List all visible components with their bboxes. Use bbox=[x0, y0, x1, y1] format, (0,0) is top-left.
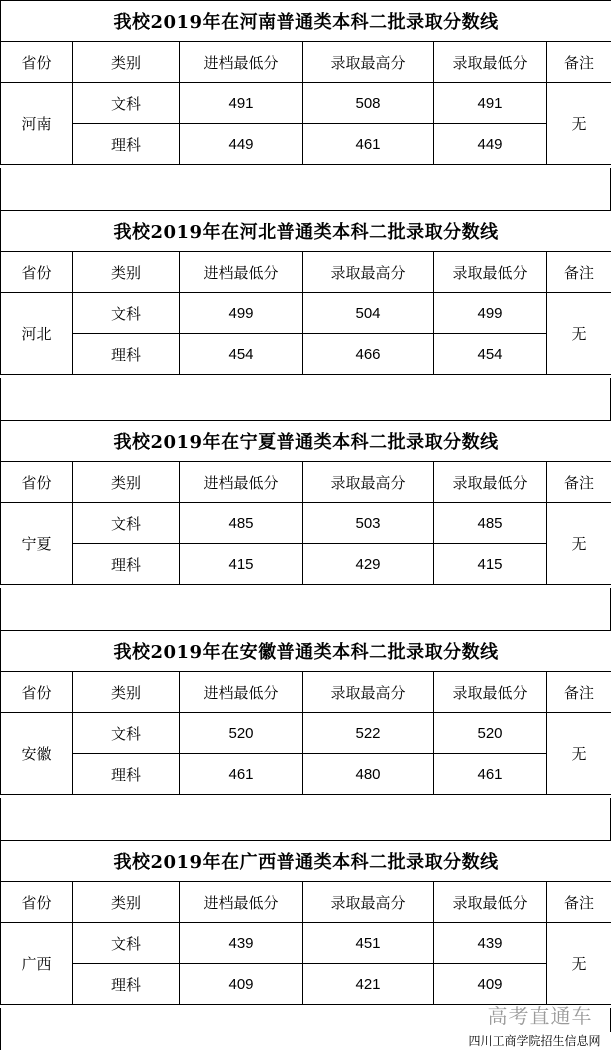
column-header: 录取最高分 bbox=[303, 882, 434, 923]
score-cell: 522 bbox=[303, 713, 434, 754]
score-cell: 520 bbox=[180, 713, 303, 754]
header-row bbox=[1, 672, 611, 713]
score-table bbox=[0, 210, 611, 375]
score-cell: 451 bbox=[303, 923, 434, 964]
section-spacer bbox=[0, 168, 611, 210]
score-cell: 429 bbox=[303, 544, 434, 585]
score-cell: 466 bbox=[303, 334, 434, 375]
province-cell: 安徽 bbox=[1, 713, 73, 795]
score-section bbox=[0, 210, 611, 420]
score-cell: 415 bbox=[180, 544, 303, 585]
province-cell: 宁夏 bbox=[1, 503, 73, 585]
category-cell: 理科 bbox=[73, 964, 180, 1005]
score-table bbox=[0, 420, 611, 585]
province-cell: 广西 bbox=[1, 923, 73, 1005]
column-header: 备注 bbox=[547, 462, 611, 503]
column-header: 类别 bbox=[73, 672, 180, 713]
note-cell: 无 bbox=[547, 293, 611, 375]
category-cell: 文科 bbox=[73, 83, 180, 124]
score-table bbox=[0, 840, 611, 1005]
category-cell: 文科 bbox=[73, 503, 180, 544]
column-header: 备注 bbox=[547, 252, 611, 293]
score-cell: 449 bbox=[180, 124, 303, 165]
score-cell: 499 bbox=[180, 293, 303, 334]
category-cell: 文科 bbox=[73, 293, 180, 334]
header-row bbox=[1, 252, 611, 293]
column-header: 录取最低分 bbox=[434, 42, 547, 83]
score-cell: 504 bbox=[303, 293, 434, 334]
score-cell: 485 bbox=[434, 503, 547, 544]
table-row bbox=[1, 334, 611, 375]
note-cell: 无 bbox=[547, 503, 611, 585]
column-header: 录取最高分 bbox=[303, 252, 434, 293]
column-header: 省份 bbox=[1, 882, 73, 923]
score-cell: 503 bbox=[303, 503, 434, 544]
note-cell: 无 bbox=[547, 713, 611, 795]
score-cell: 480 bbox=[303, 754, 434, 795]
source-credit: 四川工商学院招生信息网 bbox=[458, 1032, 611, 1051]
watermark: 高考直通车 bbox=[487, 1004, 593, 1028]
table-row bbox=[1, 923, 611, 964]
score-cell: 439 bbox=[434, 923, 547, 964]
score-cell: 508 bbox=[303, 83, 434, 124]
column-header: 备注 bbox=[547, 672, 611, 713]
column-header: 备注 bbox=[547, 882, 611, 923]
column-header: 进档最低分 bbox=[180, 672, 303, 713]
column-header: 进档最低分 bbox=[180, 882, 303, 923]
header-row bbox=[1, 462, 611, 503]
column-header: 类别 bbox=[73, 42, 180, 83]
score-cell: 499 bbox=[434, 293, 547, 334]
score-cell: 439 bbox=[180, 923, 303, 964]
note-cell: 无 bbox=[547, 923, 611, 1005]
category-cell: 理科 bbox=[73, 334, 180, 375]
column-header: 备注 bbox=[547, 42, 611, 83]
header-row bbox=[1, 882, 611, 923]
table-title: 我校2019年在河北普通类本科二批录取分数线 bbox=[1, 211, 611, 252]
column-header: 录取最高分 bbox=[303, 42, 434, 83]
score-table bbox=[0, 0, 611, 165]
table-row bbox=[1, 713, 611, 754]
score-cell: 461 bbox=[303, 124, 434, 165]
table-row bbox=[1, 964, 611, 1005]
score-cell: 415 bbox=[434, 544, 547, 585]
table-row bbox=[1, 83, 611, 124]
table-row bbox=[1, 544, 611, 585]
score-cell: 454 bbox=[434, 334, 547, 375]
section-spacer bbox=[0, 588, 611, 630]
score-cell: 409 bbox=[180, 964, 303, 1005]
score-cell: 454 bbox=[180, 334, 303, 375]
table-row bbox=[1, 293, 611, 334]
table-row bbox=[1, 754, 611, 795]
score-cell: 409 bbox=[434, 964, 547, 1005]
column-header: 进档最低分 bbox=[180, 252, 303, 293]
column-header: 录取最低分 bbox=[434, 252, 547, 293]
header-row bbox=[1, 42, 611, 83]
table-row bbox=[1, 124, 611, 165]
note-cell: 无 bbox=[547, 83, 611, 165]
score-cell: 421 bbox=[303, 964, 434, 1005]
column-header: 录取最低分 bbox=[434, 462, 547, 503]
column-header: 录取最高分 bbox=[303, 462, 434, 503]
section-spacer bbox=[0, 798, 611, 840]
category-cell: 理科 bbox=[73, 124, 180, 165]
table-title: 我校2019年在广西普通类本科二批录取分数线 bbox=[1, 841, 611, 882]
province-cell: 河南 bbox=[1, 83, 73, 165]
column-header: 进档最低分 bbox=[180, 42, 303, 83]
column-header: 类别 bbox=[73, 252, 180, 293]
column-header: 录取最低分 bbox=[434, 882, 547, 923]
score-cell: 461 bbox=[180, 754, 303, 795]
score-section bbox=[0, 630, 611, 840]
category-cell: 文科 bbox=[73, 923, 180, 964]
category-cell: 理科 bbox=[73, 754, 180, 795]
column-header: 类别 bbox=[73, 462, 180, 503]
column-header: 省份 bbox=[1, 672, 73, 713]
table-title: 我校2019年在安徽普通类本科二批录取分数线 bbox=[1, 631, 611, 672]
column-header: 省份 bbox=[1, 252, 73, 293]
column-header: 类别 bbox=[73, 882, 180, 923]
score-cell: 485 bbox=[180, 503, 303, 544]
score-cell: 461 bbox=[434, 754, 547, 795]
category-cell: 理科 bbox=[73, 544, 180, 585]
category-cell: 文科 bbox=[73, 713, 180, 754]
score-table bbox=[0, 630, 611, 795]
table-row bbox=[1, 503, 611, 544]
score-cell: 491 bbox=[434, 83, 547, 124]
column-header: 录取最高分 bbox=[303, 672, 434, 713]
section-spacer bbox=[0, 378, 611, 420]
column-header: 省份 bbox=[1, 42, 73, 83]
column-header: 省份 bbox=[1, 462, 73, 503]
score-section bbox=[0, 0, 611, 210]
score-cell: 520 bbox=[434, 713, 547, 754]
province-cell: 河北 bbox=[1, 293, 73, 375]
column-header: 进档最低分 bbox=[180, 462, 303, 503]
score-section bbox=[0, 420, 611, 630]
table-title: 我校2019年在宁夏普通类本科二批录取分数线 bbox=[1, 421, 611, 462]
score-cell: 449 bbox=[434, 124, 547, 165]
score-cell: 491 bbox=[180, 83, 303, 124]
table-title: 我校2019年在河南普通类本科二批录取分数线 bbox=[1, 1, 611, 42]
column-header: 录取最低分 bbox=[434, 672, 547, 713]
